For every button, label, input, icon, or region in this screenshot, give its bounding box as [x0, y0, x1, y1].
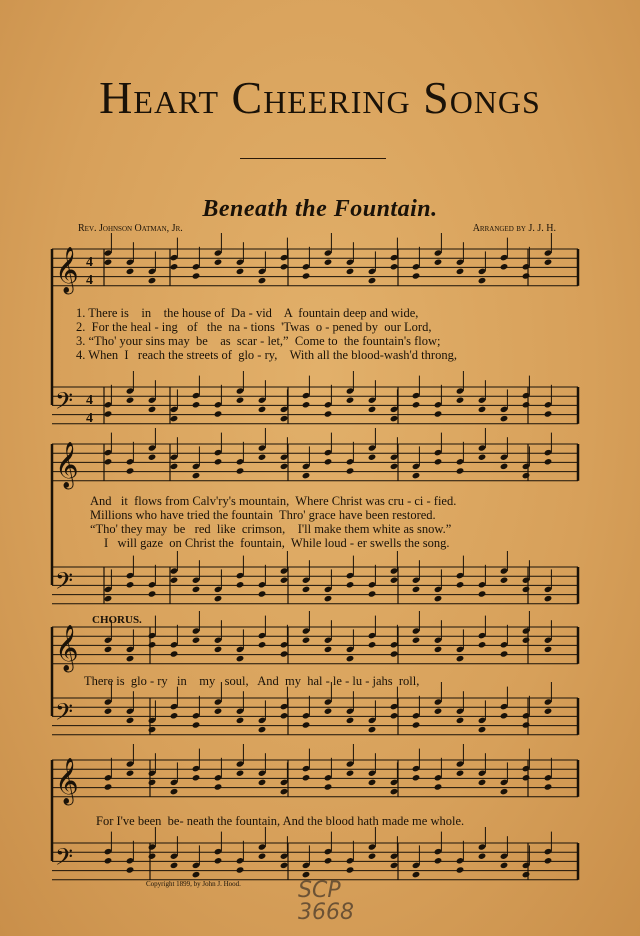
note-head [500, 463, 509, 470]
book-title: Heart Cheering Songs [99, 72, 541, 123]
note-head [434, 857, 443, 864]
note-head [280, 788, 289, 795]
note-head [368, 853, 377, 860]
note-head [390, 712, 399, 719]
note-head [346, 655, 355, 662]
note-head [126, 581, 135, 588]
note-head [104, 595, 113, 602]
note-head [192, 871, 201, 878]
note-head [258, 406, 267, 413]
bass-clef-icon: 𝄢 [55, 387, 74, 420]
note-head [522, 401, 531, 408]
verse-line: 3. “Tho' your sins may be as scar - let,” Come to the fountain's flow; [76, 334, 441, 348]
note-head [368, 590, 377, 597]
note-head [214, 708, 223, 715]
note-head [368, 779, 377, 786]
note-head [456, 655, 465, 662]
note-head [346, 268, 355, 275]
note-head [192, 586, 201, 593]
note-head [324, 646, 333, 653]
note-head [236, 866, 245, 873]
note-head [544, 708, 553, 715]
treble-clef-icon: 𝄞 [55, 247, 79, 293]
note-head [522, 586, 531, 593]
note-head [544, 410, 553, 417]
note-head [280, 650, 289, 657]
note-head [214, 857, 223, 864]
note-head [148, 590, 157, 597]
note-head [412, 272, 421, 279]
note-head [434, 458, 443, 465]
note-head [104, 857, 113, 864]
note-head [544, 646, 553, 653]
note-head [500, 650, 509, 657]
note-head [126, 770, 135, 777]
note-head [324, 857, 333, 864]
note-head [456, 770, 465, 777]
note-head [324, 410, 333, 417]
time-signature: 4 [86, 255, 93, 270]
note-head [170, 463, 179, 470]
note-head [390, 650, 399, 657]
note-head [258, 277, 267, 284]
note-head [478, 641, 487, 648]
note-head [236, 717, 245, 724]
note-head [456, 866, 465, 873]
note-head [170, 862, 179, 869]
note-head [302, 637, 311, 644]
note-head [280, 463, 289, 470]
note-head [478, 726, 487, 733]
note-head [104, 259, 113, 266]
note-head [214, 595, 223, 602]
note-head [368, 406, 377, 413]
note-head [236, 467, 245, 474]
verse-line: And it flows from Calv'ry's mountain, Where Christ was cru - ci - fied. [90, 494, 457, 508]
note-head [214, 783, 223, 790]
note-head [148, 853, 157, 860]
chorus-label: CHORUS. [92, 614, 142, 626]
note-head [148, 779, 157, 786]
note-head [148, 406, 157, 413]
note-head [192, 774, 201, 781]
note-head [324, 595, 333, 602]
note-head [214, 458, 223, 465]
verse-line: 2. For the heal - ing of the na - tions 'Twas o - pened by our Lord, [76, 320, 432, 334]
note-head [280, 712, 289, 719]
note-head [412, 472, 421, 479]
song-title: Beneath the Fountain. [202, 196, 438, 222]
verse-line: “Tho' they may be red like crimson, I'll make them white as snow.” [90, 522, 452, 536]
note-head [126, 717, 135, 724]
note-head [544, 783, 553, 790]
note-head [104, 458, 113, 465]
verse-line: 4. When I reach the streets of glo - ry, With all the blood-wash'd throng, [76, 348, 457, 362]
note-head [214, 259, 223, 266]
note-head [522, 472, 531, 479]
note-head [390, 263, 399, 270]
note-head [478, 779, 487, 786]
note-head [500, 788, 509, 795]
note-head [258, 779, 267, 786]
note-head [324, 259, 333, 266]
note-head [148, 454, 157, 461]
note-head [302, 721, 311, 728]
note-head [104, 708, 113, 715]
note-head [368, 277, 377, 284]
note-head [390, 415, 399, 422]
copyright-notice: Copyright 1899, by John J. Hood. [146, 880, 241, 888]
verse-line: Millions who have tried the fountain Thro' grace have been restored. [90, 508, 436, 522]
note-head [456, 268, 465, 275]
note-head [302, 272, 311, 279]
note-head [456, 581, 465, 588]
note-head [412, 871, 421, 878]
chorus-line: For I've been be- neath the fountain, And the blood hath made me whole. [96, 814, 465, 828]
note-head [434, 410, 443, 417]
chorus-line: There is glo - ry in my soul, And my hal - le - lu - jahs roll, [84, 674, 420, 688]
note-head [412, 721, 421, 728]
note-head [236, 397, 245, 404]
verse-line: I will gaze on Christ the fountain, While loud - er swells the song. [104, 536, 450, 550]
note-head [302, 774, 311, 781]
note-head [280, 263, 289, 270]
note-head [500, 263, 509, 270]
treble-clef-icon: 𝄞 [55, 442, 79, 488]
note-head [368, 641, 377, 648]
note-head [544, 595, 553, 602]
note-head [324, 783, 333, 790]
note-head [302, 401, 311, 408]
note-head [192, 472, 201, 479]
note-head [104, 783, 113, 790]
bass-clef-icon: 𝄢 [55, 843, 74, 876]
treble-clef-icon: 𝄞 [55, 625, 79, 671]
note-head [368, 726, 377, 733]
note-head [522, 272, 531, 279]
note-head [522, 774, 531, 781]
note-head [302, 586, 311, 593]
note-head [170, 263, 179, 270]
author-credit: Rev. Johnson Oatman, Jr. [78, 223, 183, 234]
note-head [390, 463, 399, 470]
note-head [324, 708, 333, 715]
note-head [126, 397, 135, 404]
arranger-credit: Arranged by J. J. H. [472, 223, 556, 234]
note-head [104, 410, 113, 417]
note-head [544, 458, 553, 465]
note-head [236, 581, 245, 588]
note-head [456, 397, 465, 404]
note-head [214, 410, 223, 417]
note-head [192, 401, 201, 408]
note-head [192, 272, 201, 279]
note-head [346, 467, 355, 474]
note-head [258, 853, 267, 860]
note-head [148, 641, 157, 648]
note-head [522, 637, 531, 644]
note-head [170, 788, 179, 795]
time-signature: 4 [86, 393, 93, 408]
note-head [478, 454, 487, 461]
note-head [170, 712, 179, 719]
note-head [500, 862, 509, 869]
note-head [148, 726, 157, 733]
note-head [258, 641, 267, 648]
note-head [258, 726, 267, 733]
time-signature: 4 [86, 273, 93, 288]
note-head [434, 595, 443, 602]
note-head [368, 454, 377, 461]
note-head [170, 415, 179, 422]
note-head [522, 871, 531, 878]
handwritten-catalog-mark: SCP 3668 [298, 878, 354, 925]
note-head [412, 401, 421, 408]
note-head [346, 770, 355, 777]
note-head [346, 717, 355, 724]
note-head [192, 637, 201, 644]
note-head [346, 866, 355, 873]
note-head [104, 646, 113, 653]
note-head [522, 721, 531, 728]
note-head [126, 268, 135, 275]
note-head [390, 862, 399, 869]
note-head [434, 259, 443, 266]
note-head [302, 472, 311, 479]
note-head [214, 646, 223, 653]
note-head [280, 577, 289, 584]
note-head [390, 577, 399, 584]
note-head [478, 406, 487, 413]
note-head [258, 590, 267, 597]
treble-clef-icon: 𝄞 [55, 758, 79, 804]
note-head [500, 415, 509, 422]
note-head [192, 721, 201, 728]
verse-line: 1. There is in the house of Da - vid A fountain deep and wide, [76, 306, 419, 320]
note-head [346, 397, 355, 404]
note-head [390, 788, 399, 795]
note-head [478, 853, 487, 860]
note-head [324, 458, 333, 465]
note-head [544, 259, 553, 266]
note-head [170, 577, 179, 584]
note-head [478, 590, 487, 597]
note-head [126, 467, 135, 474]
note-head [434, 783, 443, 790]
note-head [434, 646, 443, 653]
bass-clef-icon: 𝄢 [55, 698, 74, 731]
note-head [412, 774, 421, 781]
note-head [170, 650, 179, 657]
note-head [236, 770, 245, 777]
bass-clef-icon: 𝄢 [55, 567, 74, 600]
note-head [126, 655, 135, 662]
note-head [236, 268, 245, 275]
note-head [412, 586, 421, 593]
note-head [456, 467, 465, 474]
note-head [258, 454, 267, 461]
time-signature: 4 [86, 411, 93, 426]
note-head [280, 415, 289, 422]
note-head [412, 637, 421, 644]
note-head [148, 277, 157, 284]
note-head [126, 866, 135, 873]
note-head [346, 581, 355, 588]
note-head [500, 577, 509, 584]
note-head [500, 712, 509, 719]
note-head [236, 655, 245, 662]
note-head [280, 862, 289, 869]
note-head [478, 277, 487, 284]
note-head [456, 717, 465, 724]
note-head [544, 857, 553, 864]
note-head [434, 708, 443, 715]
